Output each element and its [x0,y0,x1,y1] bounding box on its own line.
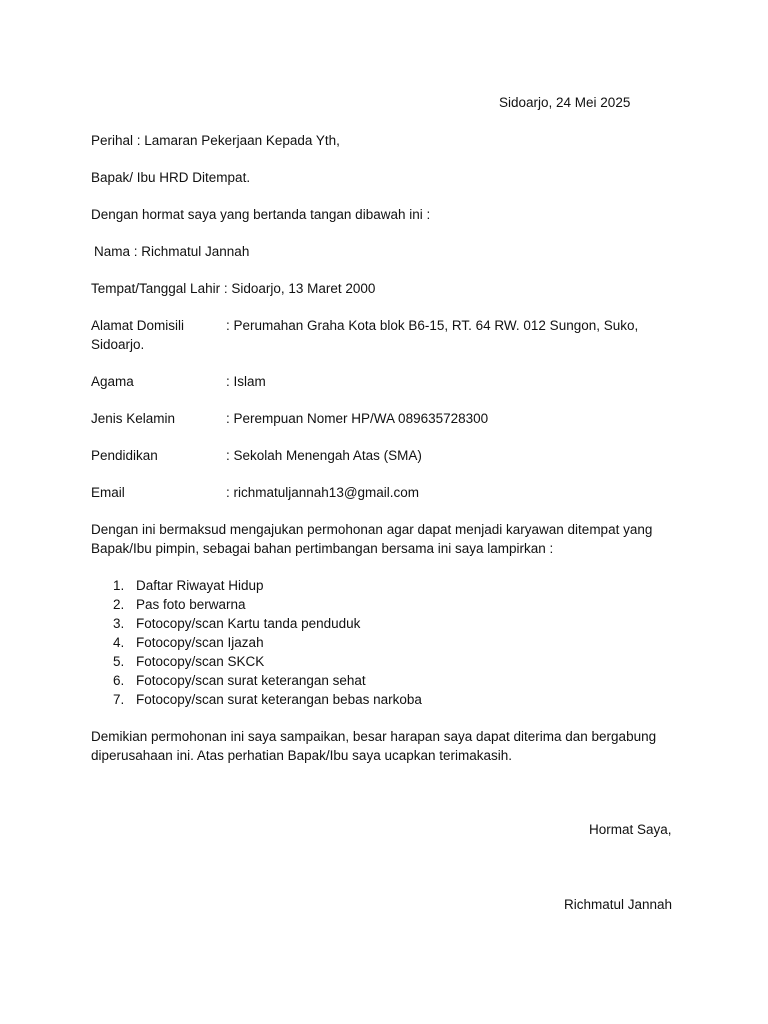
letter-subject: Perihal : Lamaran Pekerjaan Kepada Yth, [91,133,340,148]
list-item-text: Fotocopy/scan SKCK [136,654,265,669]
list-item-text: Pas foto berwarna [136,597,246,612]
letter-recipient: Bapak/ Ibu HRD Ditempat. [91,170,251,185]
list-item-number: 6. [113,673,125,688]
email-label: Email [91,485,125,500]
gender-label: Jenis Kelamin [91,411,176,426]
regards-line: Hormat Saya, [589,822,672,837]
signature-name: Richmatul Jannah [564,897,673,912]
address-value: : Perumahan Graha Kota blok B6-15, RT. 64 RW. 012 Sungon, Suko, [226,318,639,333]
education-label: Pendidikan [91,448,158,463]
list-item-number: 2. [113,597,125,612]
list-item-text: Fotocopy/scan Ijazah [136,635,264,650]
list-item-text: Daftar Riwayat Hidup [136,578,264,593]
name-line: Nama : Richmatul Jannah [94,244,250,259]
list-item-number: 7. [113,692,125,707]
email-value: : richmatuljannah13@gmail.com [226,485,420,500]
body-paragraph-line-2: Bapak/Ibu pimpin, sebagai bahan pertimbangan bersama ini saya lampirkan : [91,541,554,556]
list-item-number: 4. [113,635,125,650]
closing-paragraph-line-1: Demikian permohonan ini saya sampaikan, besar harapan saya dapat diterima dan bergabung [91,729,657,744]
list-item-text: Fotocopy/scan surat keterangan bebas narkoba [136,692,422,707]
list-item-text: Fotocopy/scan Kartu tanda penduduk [136,616,361,631]
list-item-number: 1. [113,578,125,593]
letter-opening: Dengan hormat saya yang bertanda tangan dibawah ini : [91,207,431,222]
list-item-number: 3. [113,616,125,631]
body-paragraph-line-1: Dengan ini bermaksud mengajukan permohonan agar dapat menjadi karyawan ditempat yang [91,522,653,537]
birth-line: Tempat/Tanggal Lahir : Sidoarjo, 13 Maret 2000 [91,281,376,296]
list-item-number: 5. [113,654,125,669]
education-value: : Sekolah Menengah Atas (SMA) [226,448,422,463]
list-item-text: Fotocopy/scan surat keterangan sehat [136,673,366,688]
closing-paragraph-line-2: diperusahaan ini. Atas perhatian Bapak/Ibu saya ucapkan terimakasih. [91,748,513,763]
religion-value: : Islam [226,374,266,389]
gender-value: : Perempuan Nomer HP/WA 089635728300 [226,411,489,426]
address-label: Alamat Domisili [91,318,185,333]
religion-label: Agama [91,374,134,389]
address-continuation: Sidoarjo. [91,337,145,352]
letter-date: Sidoarjo, 24 Mei 2025 [499,95,631,110]
